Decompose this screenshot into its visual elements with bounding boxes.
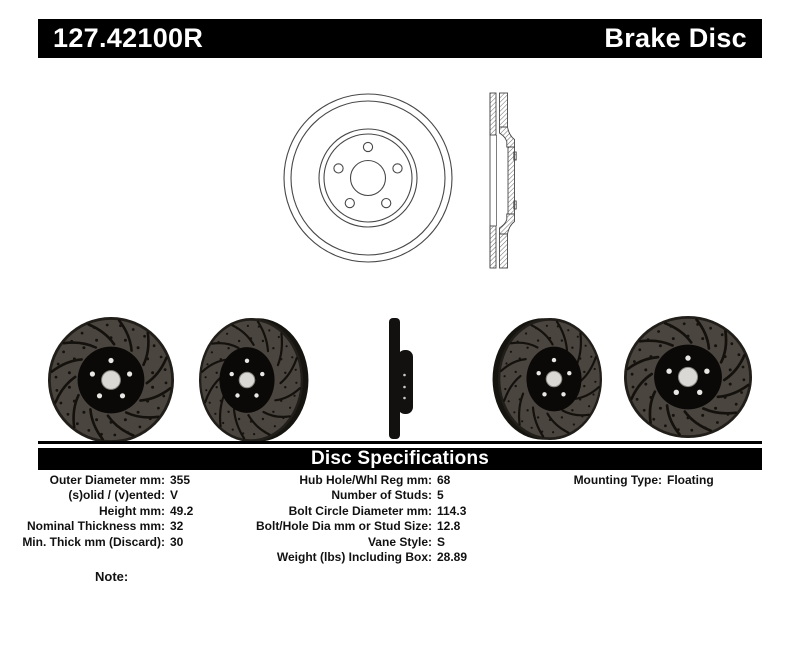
spec-value: 12.8 (437, 519, 461, 534)
spec-label: Weight (lbs) Including Box: (276, 550, 432, 565)
part-number: 127.42100R (53, 23, 204, 53)
product-type-title: Brake Disc (604, 23, 747, 53)
spec-label: Bolt Circle Diameter mm: (288, 503, 432, 518)
spec-column-right (556, 473, 714, 488)
spec-label: Height mm: (99, 503, 165, 518)
spec-label: Hub Hole/Whl Reg mm: (299, 473, 432, 487)
rotor-photo (493, 318, 602, 440)
spec-value: S (437, 534, 446, 549)
spec-value: 30 (170, 534, 184, 549)
note-label: Note: (95, 569, 129, 584)
spec-row-outer-diameter (20, 473, 193, 488)
technical-section-view-drawing (490, 93, 516, 268)
spec-row-nominal-thickness (20, 519, 193, 534)
spec-label: Mounting Type: (573, 473, 662, 487)
spec-value: 355 (170, 473, 191, 487)
rotor-photo (624, 316, 752, 438)
spec-section-header (38, 448, 762, 470)
spec-label: Number of Studs: (331, 488, 432, 503)
spec-value: 114.3 (437, 503, 467, 518)
spec-column-middle (238, 473, 467, 565)
rotor-photo (48, 317, 174, 443)
spec-divider-line (38, 441, 762, 444)
spec-row-min-thickness (20, 535, 193, 550)
spec-row-number-of-studs (238, 488, 467, 503)
spec-row-mounting-type (556, 473, 714, 488)
spec-value: 28.89 (437, 550, 468, 565)
spec-label: (s)olid / (v)ented: (68, 488, 165, 503)
rotor-edge-photo (389, 318, 413, 439)
spec-value: 5 (437, 488, 444, 503)
spec-row-height (20, 504, 193, 519)
rotor-photo (199, 318, 308, 442)
spec-row-weight (238, 550, 467, 565)
technical-front-view-drawing (284, 94, 452, 262)
spec-value: 68 (437, 473, 451, 487)
spec-row-solid-vented (20, 488, 193, 503)
spec-label: Vane Style: (367, 534, 432, 549)
spec-value: V (170, 488, 179, 503)
spec-row-hub-hole (238, 473, 467, 488)
spec-row-vane-style (238, 535, 467, 550)
spec-row-bolt-hole-dia (238, 519, 467, 534)
spec-value: Floating (667, 473, 714, 487)
spec-value: 49.2 (170, 503, 194, 518)
spec-column-left (20, 473, 193, 550)
spec-row-bolt-circle-diameter (238, 504, 467, 519)
spec-label: Min. Thick mm (Discard): (22, 534, 165, 549)
spec-label: Bolt/Hole Dia mm or Stud Size: (255, 519, 432, 534)
spec-value: 32 (170, 519, 184, 534)
spec-label: Nominal Thickness mm: (26, 519, 165, 534)
spec-label: Outer Diameter mm: (49, 473, 165, 487)
spec-section-title: Disc Specifications (310, 448, 490, 469)
